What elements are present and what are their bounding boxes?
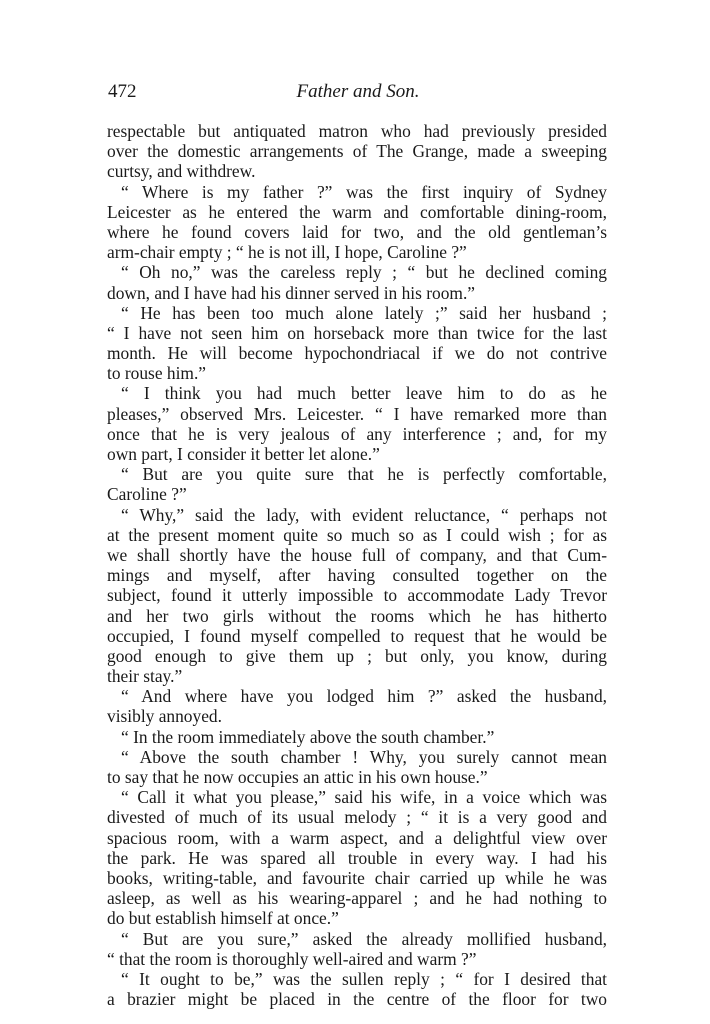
text-line: books, writing-table, and favourite chair carried up while he was bbox=[107, 867, 607, 888]
text-line: asleep, as well as his wearing-apparel ; and he had nothing to bbox=[107, 888, 607, 909]
body-text bbox=[107, 121, 607, 1009]
text-line: “ In the room immediately above the south chamber.” bbox=[121, 726, 495, 747]
text-line: “ But are you quite sure that he is perfectly comfortable, bbox=[121, 464, 607, 485]
text-line: subject, found it utterly impossible to accommodate Lady Trevor bbox=[107, 585, 607, 606]
text-line: occupied, I found myself compelled to request that he would be bbox=[107, 625, 607, 646]
text-line: do but establish himself at once.” bbox=[107, 908, 339, 929]
text-line: “ But are you sure,” asked the already mollified husband, bbox=[121, 928, 607, 949]
text-line: mings and myself, after having consulted together on the bbox=[107, 565, 607, 586]
text-line: Leicester as he entered the warm and comfortable dining-room, bbox=[107, 201, 607, 222]
text-line: the park. He was spared all trouble in every way. I had his bbox=[107, 847, 607, 868]
text-line: “ Oh no,” was the careless reply ; “ but he declined coming bbox=[121, 262, 607, 283]
text-line: where he found covers laid for two, and the old gentleman’s bbox=[107, 221, 607, 242]
text-line: month. He will become hypochondriacal if we do not contrive bbox=[107, 343, 607, 364]
text-line: to rouse him.” bbox=[107, 363, 207, 384]
text-line: “ I think you had much better leave him to do as he bbox=[121, 383, 607, 404]
text-line: “ And where have you lodged him ?” asked the husband, bbox=[121, 686, 607, 707]
text-line: at the present moment quite so much so as I could wish ; for as bbox=[107, 524, 607, 545]
text-line: curtsy, and withdrew. bbox=[107, 161, 256, 182]
text-line: “ He has been too much alone lately ;” said her husband ; bbox=[121, 302, 607, 323]
text-line: divested of much of its usual melody ; “ it is a very good and bbox=[107, 807, 607, 828]
text-line: “ Where is my father ?” was the first inquiry of Sydney bbox=[121, 181, 607, 202]
text-line: pleases,” observed Mrs. Leicester. “ I have remarked more than bbox=[107, 403, 607, 424]
text-line: “ I have not seen him on horseback more than twice for the last bbox=[107, 322, 607, 343]
text-line: “ that the room is thoroughly well-aired and warm ?” bbox=[107, 948, 477, 969]
text-line: Caroline ?” bbox=[107, 484, 187, 505]
text-line: respectable but antiquated matron who had previously presided bbox=[107, 121, 607, 141]
text-line: once that he is very jealous of any interference ; and, for my bbox=[107, 423, 607, 444]
running-title: Father and Son. bbox=[296, 81, 420, 102]
text-line: a brazier might be placed in the centre of the floor for two bbox=[107, 989, 607, 1010]
text-line: “ Above the south chamber ! Why, you surely cannot mean bbox=[121, 746, 607, 767]
text-line: “ Call it what you please,” said his wife, in a voice which was bbox=[121, 787, 607, 808]
text-line: own part, I consider it better let alone.” bbox=[107, 444, 380, 464]
text-line: and her two girls without the rooms which he has hitherto bbox=[107, 605, 607, 626]
text-line: good enough to give them up ; but only, you know, during bbox=[107, 645, 607, 666]
text-line: visibly annoyed. bbox=[107, 706, 222, 727]
text-line: to say that he now occupies an attic in his own house.” bbox=[107, 767, 488, 787]
text-line: arm-chair empty ; “ he is not ill, I hope, Caroline ?” bbox=[107, 242, 467, 263]
text-line: down, and I have had his dinner served in his room.” bbox=[107, 282, 476, 303]
text-line: spacious room, with a warm aspect, and a delightful view over bbox=[107, 827, 607, 848]
text-line: “ Why,” said the lady, with evident reluctance, “ perhaps not bbox=[121, 504, 607, 525]
running-head bbox=[108, 78, 608, 106]
text-line: over the domestic arrangements of The Grange, made a sweeping bbox=[107, 141, 607, 162]
page-number: 472 bbox=[108, 81, 137, 102]
text-line: “ It ought to be,” was the sullen reply ; “ for I desired that bbox=[121, 968, 607, 989]
text-line: we shall shortly have the house full of company, and that Cum- bbox=[107, 544, 607, 565]
text-line: their stay.” bbox=[107, 666, 183, 687]
